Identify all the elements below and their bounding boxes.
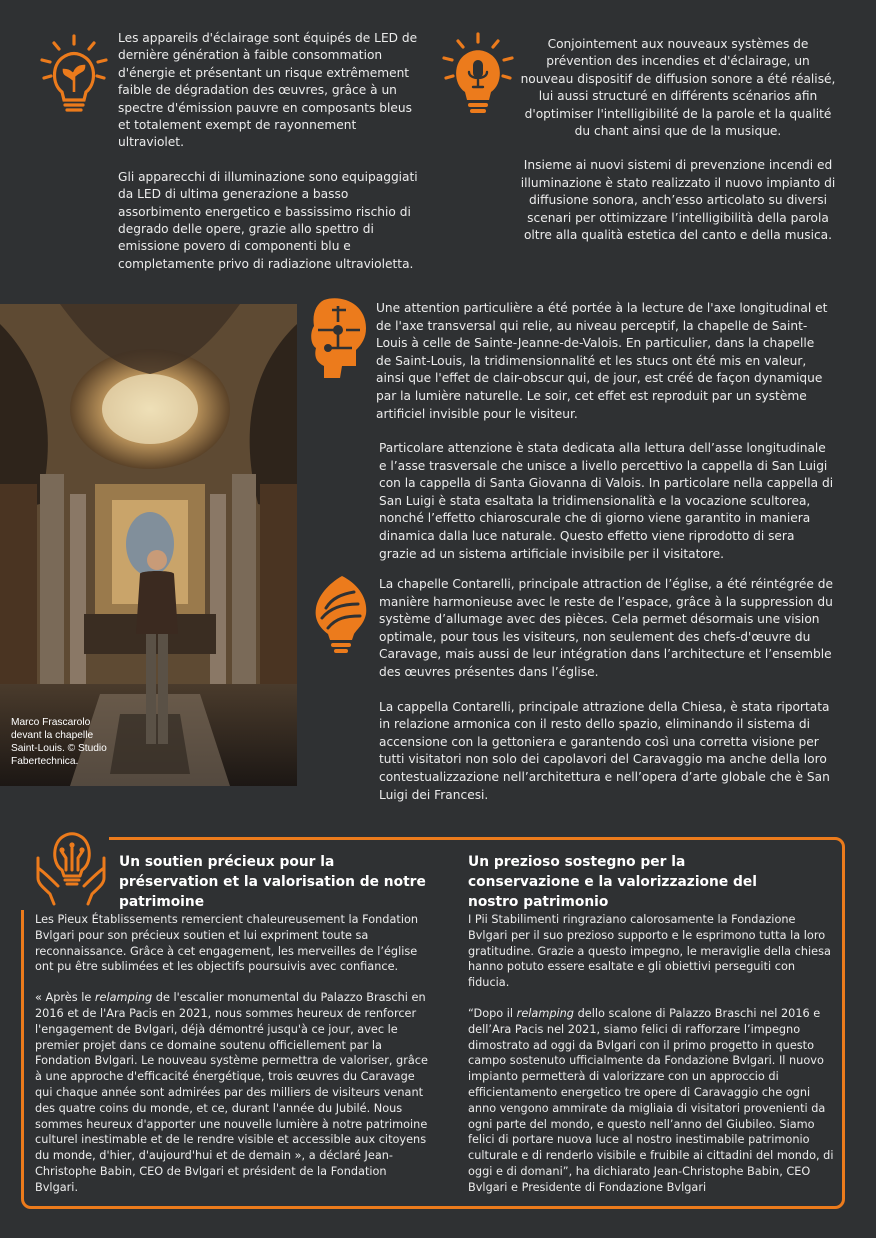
- sound-text-it: Insieme ai nuovi sistemi di prevenzione incendi ed illuminazione è stato realizzato il nuovo impianto di diffusione sonora, anch’esso articolato su diversi scenari per ottimizzare l’intelligibilità della parola oltre alla qualità estetica del canto e della musica.: [520, 158, 836, 243]
- lighting-text-fr: Les appareils d'éclairage sont équipés de LED de dernière génération à faible consommation d'énergie et présentant un risque extrêmement faible de dégradation des œuvres, grâce à un spectre d'émission pauvre en composants bleus et totalement exempt de rayonnement ultraviolet.: [118, 31, 418, 150]
- flame-bulb-icon: [312, 574, 370, 654]
- puzzle-head-icon: [308, 296, 370, 382]
- led-bulb-icon: [38, 34, 110, 118]
- sound-text-fr: Conjointement aux nouveaux systèmes de prévention des incendies et d'éclairage, un nouveau dispositif de diffusion sonore a été réalisé, lui aussi structuré en différents scénarios afin d'optimiser l'intelligibilité de la parole et la qualité du chant ainsi que de la musique.: [520, 37, 836, 139]
- support-it-p2: “Dopo il relamping dello scalone di Palazzo Braschi nel 2016 e dell’Ara Pacis nel 2021, siamo felici di rafforzare l’impegno dimostrato ad oggi da Bvlgari con il primo progetto in questo campo sostenuto ufficialmente da Fondazione Bvlgari. Il nuovo impianto permetterà di valorizzare con un approccio di efficientamento energetico tre opere di Caravaggio che ogni anno vengono ammirate da migliaia di visitatori provenienti da ogni parte del mondo, e questo nell’anno del Giubileo. Siamo felici di portare nuova luce al nostro inestimabile patrimonio culturale e di renderlo visibile e fruibile ai cittadini del mondo, di oggi e di domani”, ha dichiarato Jean-Christophe Babin, CEO Bvlgari e Presidente di Fondazione Bvlgari: [468, 1006, 834, 1194]
- support-it-p1: I Pii Stabilimenti ringraziano calorosamente la Fondazione Bvlgari per il suo prezioso supporto e le esprimono tutta la loro gratitudine. Grazie a questo impegno, le meraviglie della chiesa hanno potuto essere esaltate e gli obiettivi perseguiti con fiducia.: [468, 913, 831, 990]
- microphone-bulb-icon: [438, 32, 518, 116]
- photo-caption: Marco Frascarolo devant la chapelle Saint-Louis. © Studio Fabertechnica.: [11, 717, 107, 767]
- contarelli-text-fr: La chapelle Contarelli, principale attraction de l’église, a été réintégrée de manière harmonieuse avec le reste de l’espace, grâce à la suppression du système d’allumage avec des pièces. Cela permet désormais une vision optimale, pour tous les visiteurs, non seulement des chefs-d'œuvre du Caravage, mais aussi de leur intégration dans l’architecture et l’ensemble des œuvres présentes dans l’église.: [379, 577, 833, 679]
- axis-text-fr: Une attention particulière a été portée à la lecture de l'axe longitudinal et de l'axe transversal qui relie, au niveau perceptif, la chapelle de Saint-Louis à celle de Sainte-Jeanne-de-Valois. En particulier, dans la chapelle de Saint-Louis, la tridimensionnalité et les stucs ont été mis en valeur, ainsi que l'effet de clair-obscur qui, de jour, est créé de façon dynamique par la lumière naturelle. Le soir, cet effet est reproduit par un système artificiel invisible pour le visiteur.: [376, 301, 828, 421]
- hands-bulb-icon: [34, 828, 108, 906]
- support-fr-p2: « Après le relamping de l'escalier monumental du Palazzo Braschi en 2016 et de l'Ara Pacis en 2021, nous sommes heureux de renforcer l'engagement de Bvlgari, déjà démontré jusqu'à ce jour, avec le premier projet dans ce domaine soutenu officiellement par la Fondation Bvlgari. Le nouveau système permettra de valoriser, grâce à une approche d'efficacité énergétique, trois œuvres du Caravage qui chaque année sont admirées par des milliers de visiteurs venant des quatre coins du monde, et ce, durant l'année du Jubilé. Nous sommes heureux d'apporter une nouvelle lumière à notre patrimoine culturel inestimable et de le rendre visible et accessible aux citoyens du monde, d'hier, d'aujourd'hui et de demain », a déclaré Jean-Christophe Babin, CEO de Bvlgari et président de la Fondation Bvlgari.: [35, 991, 428, 1194]
- support-fr-p1: Les Pieux Établissements remercient chaleureusement la Fondation Bvlgari pour son précieux soutien et lui expriment toute sa reconnaissance. Grâce à cet engagement, les merveilles de l’église ont pu être sublimées et les objectifs poursuivis avec confiance.: [35, 913, 419, 974]
- support-title-fr: Un soutien précieux pour la préservation et la valorisation de notre patrimoine: [119, 854, 426, 910]
- axis-text-it: Particolare attenzione è stata dedicata alla lettura dell’asse longitudinale e l’asse trasversale che unisce a livello percettivo la cappella di San Luigi con la cappella di Santa Giovanna di Valois. In particolare nella cappella di San Luigi è stata esaltata la tridimensionalità e la vocazione scultorea, nonché l’effetto chiaroscurale che di giorno viene garantito in maniera dinamica dalla luce naturale. Questo effetto viene riprodotto di sera grazie ad un sistema artificiale invisibile per il visitatore.: [379, 441, 834, 561]
- support-title-it: Un prezioso sostegno per la conservazione e la valorizzazione del nostro patrimonio: [468, 854, 757, 910]
- chapel-photo: [0, 304, 297, 786]
- contarelli-text-it: La cappella Contarelli, principale attrazione della Chiesa, è stata riportata in relazione armonica con il resto dello spazio, eliminando il sistema di accensione con la gettoniera e garantendo così una corretta visione per tutti visitatori non solo dei capolavori del Caravaggio ma anche della loro contestualizzazione nell’architettura e nell’opera d’arte globale che è San Luigi dei Francesi.: [379, 699, 830, 802]
- lighting-text-it: Gli apparecchi di illuminazione sono equipaggiati da LED di ultima generazione a basso assorbimento energetico e bassissimo rischio di degrado delle opere, grazie allo spettro di emissione povero di componenti blu e completamente privo di radiazione ultravioletta.: [118, 169, 418, 271]
